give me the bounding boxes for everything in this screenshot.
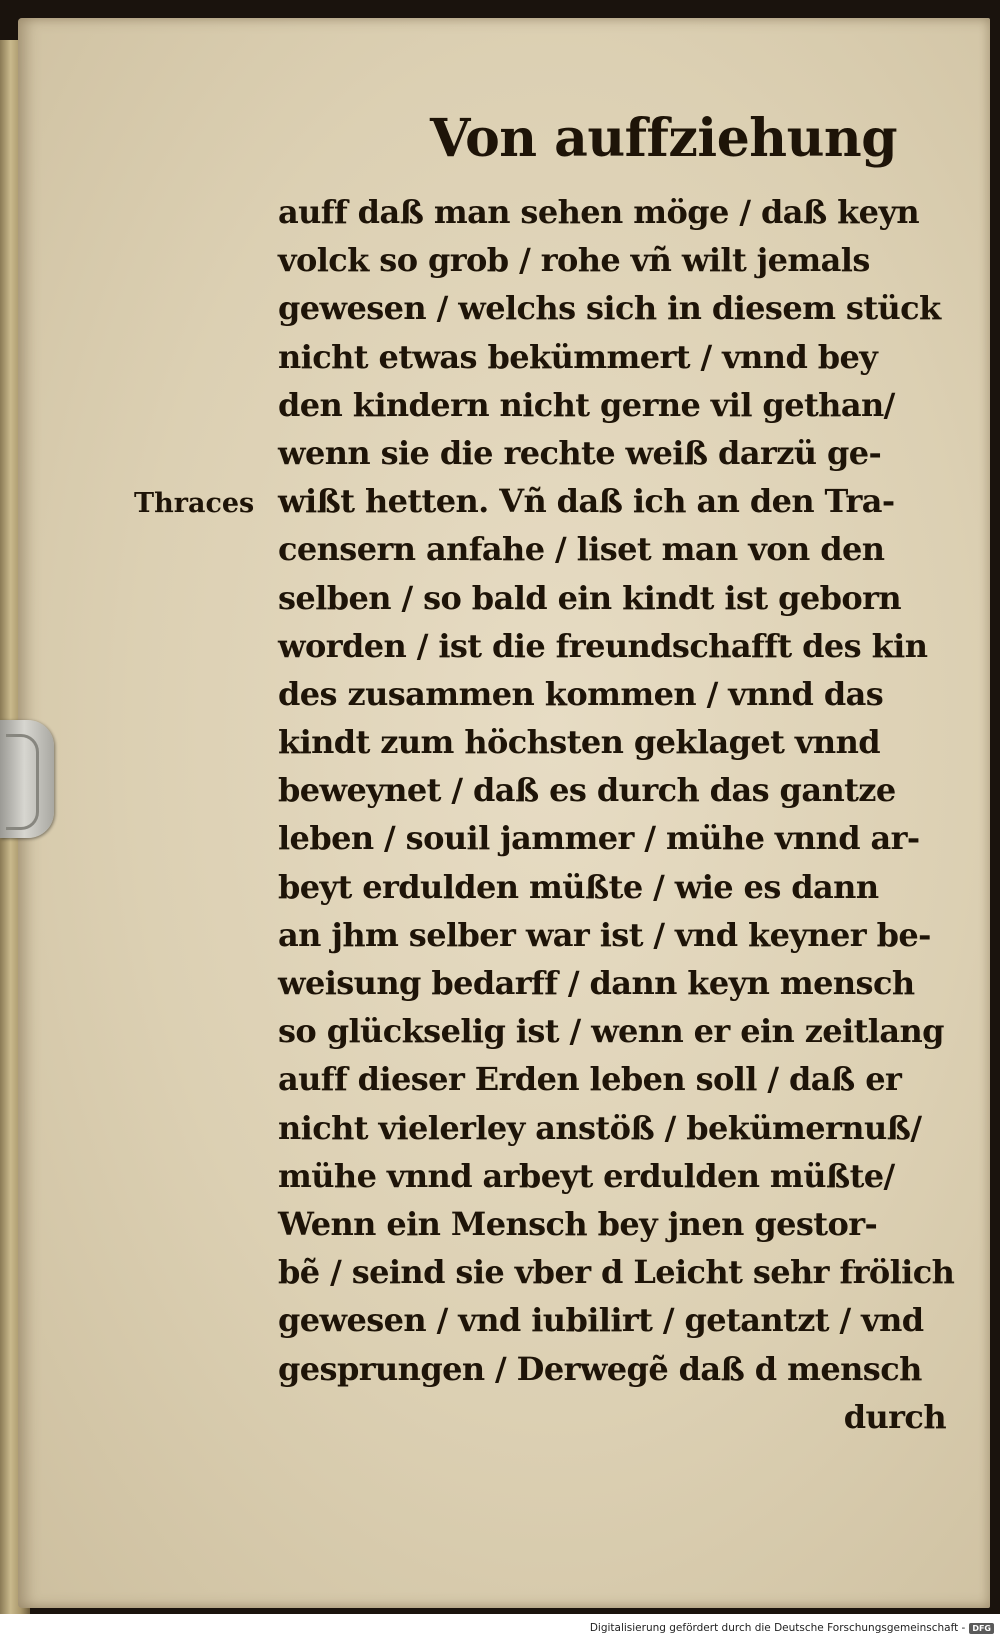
- text-line: leben / souil jammer / mühe vnnd ar-: [278, 819, 920, 858]
- text-line: beyt erdulden müßte / wie es dann: [278, 867, 879, 906]
- text-line: wenn sie die rechte weiß darzü ge-: [278, 433, 882, 472]
- text-line: gesprungen / Derwegẽ daß d mensch: [278, 1349, 922, 1388]
- text-line: nicht etwas bekümmert / vnnd bey: [278, 337, 878, 376]
- page-clip: [0, 720, 54, 838]
- text-line: an jhm selber war ist / vnd keyner be-: [278, 915, 931, 954]
- margin-note: Thraces: [134, 488, 255, 519]
- text-line: nicht vielerley anstöß / bekümernuß/: [278, 1108, 922, 1147]
- text-line: worden / ist die freundschafft des kin: [278, 626, 928, 665]
- text-line: auff daß man sehen möge / daß keyn: [278, 193, 920, 231]
- text-line: volck so grob / rohe vñ wilt jemals: [278, 241, 870, 280]
- digitization-credit: [590, 1622, 994, 1634]
- text-line: auff dieser Erden leben soll / daß er: [278, 1060, 902, 1099]
- page-clip-loop: [6, 734, 39, 830]
- text-line: des zusammen kommen / vnnd das: [278, 674, 884, 713]
- text-line: gewesen / welchs sich in diesem stück: [278, 289, 941, 328]
- text-line: wißt hetten. Vñ daß ich an den Tra-: [278, 482, 895, 521]
- text-line: Wenn ein Mensch bey jnen gestor-: [278, 1204, 878, 1243]
- text-line: beweynet / daß es durch das gantze: [278, 771, 896, 810]
- text-line: bẽ / seind sie vber d Leicht sehr frölich: [278, 1253, 955, 1292]
- credit-text: Digitalisierung gefördert durch die Deutsche Forschungsgemeinschaft -: [589, 1622, 966, 1634]
- running-head: Von auffziehung: [430, 108, 898, 169]
- text-line: mühe vnnd arbeyt erdulden müßte/: [278, 1156, 895, 1195]
- text-line: gewesen / vnd iubilirt / getantzt / vnd: [278, 1301, 924, 1340]
- body-text: [278, 188, 960, 1441]
- text-line: weisung bedarff / dann keyn mensch: [278, 964, 915, 1002]
- text-line: den kindern nicht gerne vil gethan/: [278, 385, 895, 424]
- text-line: selben / so bald ein kindt ist geborn: [278, 578, 902, 617]
- dfg-logo: DFG: [969, 1623, 994, 1634]
- catchword: durch: [843, 1397, 946, 1436]
- text-line: censern anfahe / liset man von den: [278, 530, 885, 569]
- text-line: kindt zum höchsten geklaget vnnd: [278, 723, 881, 762]
- text-line: so glückselig ist / wenn er ein zeitlang: [278, 1012, 944, 1051]
